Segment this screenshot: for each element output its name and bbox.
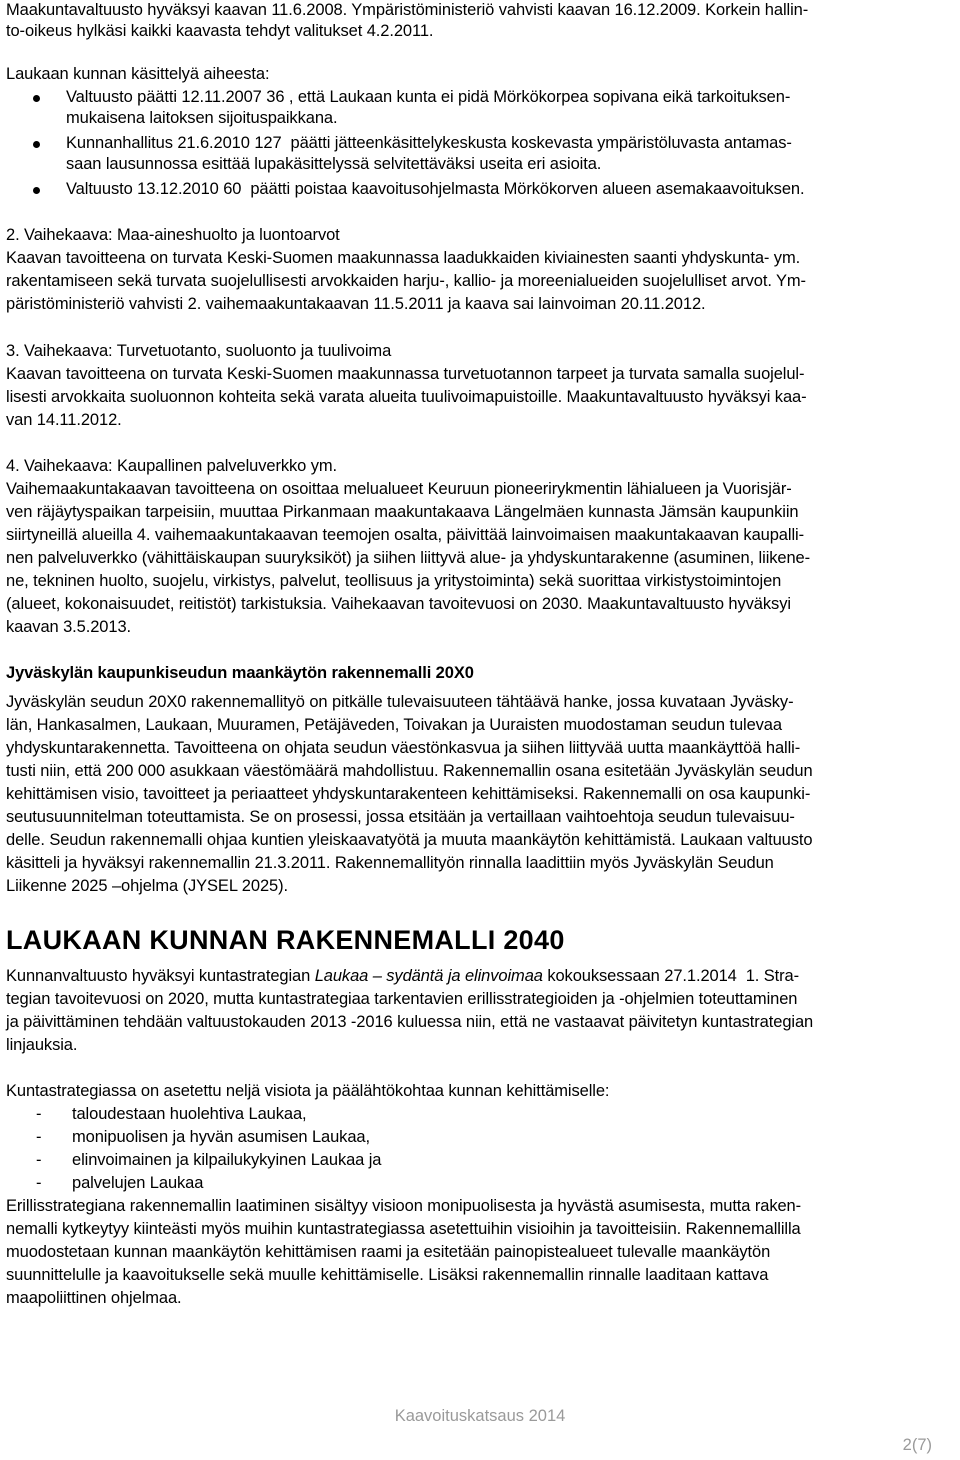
section-heading: Laukaan kunnan käsittelyä aiheesta: <box>6 65 270 83</box>
text-line: van 14.11.2012. <box>6 411 122 429</box>
bullet-text: Valtuusto 13.12.2010 60 päätti poistaa kaavoitusohjelmasta Mörkökorven alueen asemakaavoituksen. <box>66 180 805 198</box>
text-line: päristöministeriö vahvisti 2. vaihemaakuntakaavan 11.5.2011 ja kaava sai lainvoiman 20.11.2012. <box>6 295 706 313</box>
text-line: (alueet, kokonaisuudet, reitistöt) tarkistuksia. Vaihekaavan tavoitevuosi on 2030. Maakuntavaltuusto hyväksyi <box>6 595 791 613</box>
list-item: palvelujen Laukaa <box>72 1174 204 1192</box>
list-item: taloudestaan huolehtiva Laukaa, <box>72 1105 307 1123</box>
section-heading: 2. Vaihekaava: Maa-aineshuolto ja luontoarvot <box>6 226 340 244</box>
list-item: elinvoimainen ja kilpailukykyinen Laukaa ja <box>72 1151 382 1169</box>
section-heading: Jyväskylän kaupunkiseudun maankäytön rakennemalli 20X0 <box>6 664 474 682</box>
text-line <box>6 966 799 986</box>
page-number: 2(7) <box>902 1436 932 1454</box>
bullet-text: mukaisena laitoksen sijoituspaikkana. <box>66 109 338 127</box>
text-line: ja päivittäminen tehdään valtuustokauden 2013 -2016 kuluessa niin, että ne vastaavat päivitetyn kuntastrategian <box>6 1013 814 1031</box>
list-dash: - <box>36 1105 42 1123</box>
text-line: maapoliittinen ohjelmaa. <box>6 1289 182 1307</box>
bullet-text: Valtuusto päätti 12.11.2007 36 , että Laukaan kunta ei pidä Mörkökorpea sopivana eikä tarkoituksen- <box>66 88 791 106</box>
text-line: tegian tavoitevuosi on 2020, mutta kuntastrategiaa tarkentavien erillisstrategioiden ja -ohjelmien toteuttaminen <box>6 990 798 1008</box>
list-dash: - <box>36 1128 42 1146</box>
list-dash: - <box>36 1151 42 1169</box>
text-line: rakentamiseen sekä turvata suojelullisesti arvokkaiden harju-, kallio- ja moreenialueiden suojelulliset arvot. Ym- <box>6 272 806 290</box>
section-heading: 4. Vaihekaava: Kaupallinen palveluverkko ym. <box>6 457 337 475</box>
text-line: to-oikeus hylkäsi kaikki kaavasta tehdyt valitukset 4.2.2011. <box>6 22 434 40</box>
text-segment: kokouksessaan 27.1.2014 1. Stra- <box>542 967 800 985</box>
text-line: seutusuunnitelman toteuttamista. Se on prosessi, jossa etsitään ja vertaillaan vaihtoehtoja seudun tulevaisuu- <box>6 808 795 826</box>
text-segment: Kunnanvaltuusto hyväksyi kuntastrategian <box>6 967 315 985</box>
text-line: käsitteli ja hyväksyi rakennemallin 21.3.2011. Rakennemallityön rinnalla laadittiin myös Jyväskylän Seudun <box>6 854 774 872</box>
bullet-icon <box>33 187 40 194</box>
text-line: ven räjäytyspaikan tarpeisiin, muuttaa Pirkanmaan maakuntakaava Längelmäen kunnasta Jämsän kaupunkiin <box>6 503 799 521</box>
list-dash: - <box>36 1174 42 1192</box>
text-line: kehittämisen visio, tavoitteet ja periaatteet yhdyskuntarakenteen kehittämiseksi. Rakennemalli on osa kaupunki- <box>6 785 811 803</box>
bullet-text: Kunnanhallitus 21.6.2010 127 päätti jätteenkäsittelykeskusta koskevasta ympäristöluvasta antamas- <box>66 134 792 152</box>
text-line: siirtyneillä alueilla 4. vaihemaakuntakaavan teemojen osalta, päivittää lainvoimaisen maakuntakaavan kaupalli- <box>6 526 804 544</box>
text-line: Vaihemaakuntakaavan tavoitteena on osoittaa melualueet Keuruun pioneerirykmentin lähialueen ja Vuorisjär- <box>6 480 792 498</box>
text-line: tusti niin, että 200 000 asukkaan väestömäärä mahdollistuu. Rakennemallin osana esitetään Jyväskylän seudun <box>6 762 813 780</box>
text-line: Maakuntavaltuusto hyväksyi kaavan 11.6.2008. Ympäristöministeriö vahvisti kaavan 16.12.2009. Korkein hallin- <box>6 1 809 19</box>
text-line: nen palveluverkko (vähittäiskaupan suuryksiköt) ja siihen liittyvä alue- ja yhdyskuntarakenne (asuminen, liikene- <box>6 549 811 567</box>
list-item: monipuolisen ja hyvän asumisen Laukaa, <box>72 1128 370 1146</box>
text-line: Kaavan tavoitteena on turvata Keski-Suomen maakunnassa laadukkaiden kiviainesten saanti yhdyskunta- ym. <box>6 249 801 267</box>
text-line: delle. Seudun rakennemalli ohjaa kuntien yleiskaavatyötä ja muuta maankäytön kehittämistä. Laukaan valtuusto <box>6 831 813 849</box>
text-line: suunnittelulle ja kaavoitukselle sekä muulle kehittämiselle. Lisäksi rakennemallin rinnalle laaditaan kattava <box>6 1266 769 1284</box>
bullet-icon <box>33 141 40 148</box>
text-line: linjauksia. <box>6 1036 78 1054</box>
text-line: Jyväskylän seudun 20X0 rakennemallityö on pitkälle tulevaisuuteen tähtäävä hanke, jossa kuvataan Jyväsky- <box>6 693 794 711</box>
text-line: Erillisstrategiana rakennemallin laatiminen sisältyy visioon monipuolisesta ja hyvästä asumisesta, mutta raken- <box>6 1197 802 1215</box>
strategy-name: Laukaa – sydäntä ja elinvoimaa <box>314 967 543 985</box>
text-line: nemalli kytkeytyy kiinteästi myös muihin kuntastrategiassa asetettuihin visioihin ja tavoitteisiin. Rakennemallilla <box>6 1220 801 1238</box>
text-line: ne, tekninen huolto, suojelu, virkistys, palvelut, teollisuus ja yritystoiminta) sekä suorittaa virkistystoimintojen <box>6 572 782 590</box>
bullet-text: saan lausunnossa esittää lupakäsittelyssä selvitettäväksi useita eri asioita. <box>66 155 602 173</box>
text-line: Kuntastrategiassa on asetettu neljä visiota ja päälähtökohtaa kunnan kehittämiselle: <box>6 1082 610 1100</box>
text-line: kaavan 3.5.2013. <box>6 618 132 636</box>
text-line: län, Hankasalmen, Laukaan, Muuramen, Petäjäveden, Toivakan ja Uuraisten muodostaman seudun tulevaa <box>6 716 782 734</box>
text-line: Liikenne 2025 –ohjelma (JYSEL 2025). <box>6 877 288 895</box>
text-line: lisesti arvokkaita suoluonnon kohteita sekä varata alueita tuulivoimapuistoille. Maakuntavaltuusto hyväksyi kaa- <box>6 388 807 406</box>
text-line: yhdyskuntarakennetta. Tavoitteena on ohjata seudun väestönkasvua ja siihen liittyvää uutta maankäyttöä halli- <box>6 739 801 757</box>
text-line: Kaavan tavoitteena on turvata Keski-Suomen maakunnassa turvetuotannon tarpeet ja turvata samalla suojelul- <box>6 365 805 383</box>
chapter-heading: LAUKAAN KUNNAN RAKENNEMALLI 2040 <box>6 925 565 955</box>
text-line: muodostetaan kunnan maankäytön kehittämisen raami ja esitetään painopistealueet tulevalle maankäytön <box>6 1243 771 1261</box>
bullet-icon <box>33 95 40 102</box>
section-heading: 3. Vaihekaava: Turvetuotanto, suoluonto ja tuulivoima <box>6 342 392 360</box>
footer-title: Kaavoituskatsaus 2014 <box>394 1407 566 1425</box>
